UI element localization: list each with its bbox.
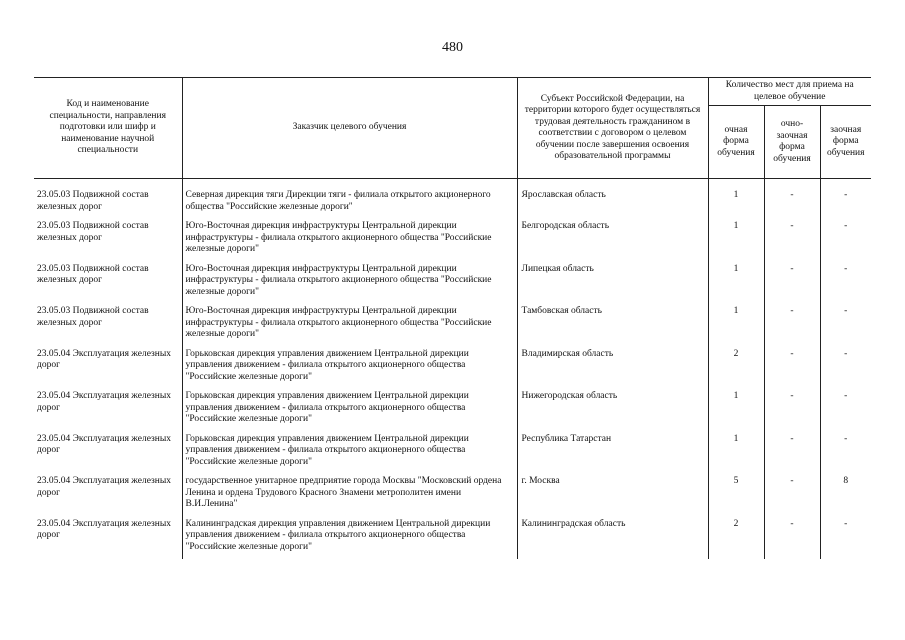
- cell-region: Тамбовская область: [517, 304, 708, 347]
- cell-customer: Юго-Восточная дирекция инфраструктуры Центральной дирекции инфраструктуры - филиала открытого акционерного общества "Российские железные дороги": [182, 304, 517, 347]
- header-extramural: заочная форма обучения: [820, 106, 871, 179]
- table-row: [34, 347, 871, 390]
- header-customer: Заказчик целевого обучения: [182, 78, 517, 179]
- cell-code: 23.05.04 Эксплуатация железных дорог: [37, 391, 172, 413]
- header-code: Код и наименование специальности, направления подготовки или шифр и наименование научной специальности: [34, 78, 182, 179]
- cell-fulltime: 2: [708, 347, 764, 390]
- header-parttime: очно-заочная форма обучения: [764, 106, 820, 179]
- cell-extramural: -: [820, 389, 871, 432]
- page-number: 480: [442, 40, 463, 55]
- cell-extramural: 8: [820, 474, 871, 517]
- cell-extramural: -: [820, 432, 871, 475]
- cell-extramural: -: [820, 304, 871, 347]
- cell-region: Ярославская область: [517, 188, 708, 219]
- cell-customer: Юго-Восточная дирекция инфраструктуры Центральной дирекции инфраструктуры - филиала открытого акционерного общества "Российские железные дороги": [182, 219, 517, 262]
- cell-customer: Юго-Восточная дирекция инфраструктуры Центральной дирекции инфраструктуры - филиала открытого акционерного общества "Российские железные дороги": [182, 262, 517, 305]
- table-row: [34, 188, 871, 219]
- cell-region: Белгородская область: [517, 219, 708, 262]
- header-fulltime: очная форма обучения: [708, 106, 764, 179]
- cell-region: Владимирская область: [517, 347, 708, 390]
- cell-parttime: -: [764, 432, 820, 475]
- cell-code: 23.05.04 Эксплуатация железных дорог: [37, 476, 172, 498]
- cell-customer: Северная дирекция тяги Дирекции тяги - филиала открытого акционерного общества "Российские железные дороги": [182, 188, 517, 219]
- cell-parttime: -: [764, 347, 820, 390]
- cell-extramural: -: [820, 219, 871, 262]
- table-row: [34, 304, 871, 347]
- cell-customer: Горьковская дирекция управления движением Центральной дирекции управления движением - филиала открытого акционерного общества "Российские железные дороги": [182, 432, 517, 475]
- cell-customer: Горьковская дирекция управления движением Центральной дирекции управления движением - филиала открытого акционерного общества "Российские железные дороги": [182, 347, 517, 390]
- cell-region: Калининградская область: [517, 517, 708, 560]
- cell-code: 23.05.03 Подвижной состав железных дорог: [37, 221, 149, 243]
- cell-parttime: -: [764, 262, 820, 305]
- cell-extramural: -: [820, 262, 871, 305]
- header-region: Субъект Российской Федерации, на территории которого будет осуществляться трудовая деятельность гражданином в соответствии с договором о целевом обучении после завершения освоения образовательной программы: [517, 78, 708, 179]
- table-row: [34, 389, 871, 432]
- cell-customer: Горьковская дирекция управления движением Центральной дирекции управления движением - филиала открытого акционерного общества "Российские железные дороги": [182, 389, 517, 432]
- cell-extramural: -: [820, 517, 871, 560]
- cell-fulltime: 2: [708, 517, 764, 560]
- cell-region: Липецкая область: [517, 262, 708, 305]
- cell-code: 23.05.03 Подвижной состав железных дорог: [37, 306, 149, 328]
- table-row: [34, 517, 871, 560]
- cell-region: г. Москва: [517, 474, 708, 517]
- cell-parttime: -: [764, 474, 820, 517]
- table-row: [34, 262, 871, 305]
- cell-fulltime: 5: [708, 474, 764, 517]
- cell-parttime: -: [764, 188, 820, 219]
- cell-parttime: -: [764, 389, 820, 432]
- cell-extramural: -: [820, 188, 871, 219]
- cell-code: 23.05.04 Эксплуатация железных дорог: [37, 518, 172, 540]
- cell-parttime: -: [764, 517, 820, 560]
- cell-fulltime: 1: [708, 262, 764, 305]
- cell-fulltime: 1: [708, 219, 764, 262]
- cell-fulltime: 1: [708, 389, 764, 432]
- cell-customer: государственное унитарное предприятие города Москвы "Московский ордена Ленина и ордена Трудового Красного Знамени метрополитен имени В.И.Ленина": [182, 474, 517, 517]
- table-row: [34, 474, 871, 517]
- cell-code: 23.05.04 Эксплуатация железных дорог: [37, 348, 172, 370]
- targeted-training-table: [34, 77, 871, 559]
- cell-fulltime: 1: [708, 432, 764, 475]
- cell-code: 23.05.04 Эксплуатация железных дорог: [37, 433, 172, 455]
- cell-code: 23.05.03 Подвижной состав железных дорог: [37, 263, 149, 285]
- cell-region: Нижегородская область: [517, 389, 708, 432]
- cell-region: Республика Татарстан: [517, 432, 708, 475]
- cell-fulltime: 1: [708, 304, 764, 347]
- table-row: [34, 219, 871, 262]
- cell-fulltime: 1: [708, 188, 764, 219]
- cell-parttime: -: [764, 219, 820, 262]
- table-row: [34, 432, 871, 475]
- cell-code: 23.05.03 Подвижной состав железных дорог: [37, 190, 149, 212]
- cell-extramural: -: [820, 347, 871, 390]
- header-places: Количество мест для приема на целевое обучение: [708, 78, 871, 106]
- cell-customer: Калининградская дирекция управления движением Центральной дирекции управления движением - филиала открытого акционерного общества "Российские железные дороги": [182, 517, 517, 560]
- cell-parttime: -: [764, 304, 820, 347]
